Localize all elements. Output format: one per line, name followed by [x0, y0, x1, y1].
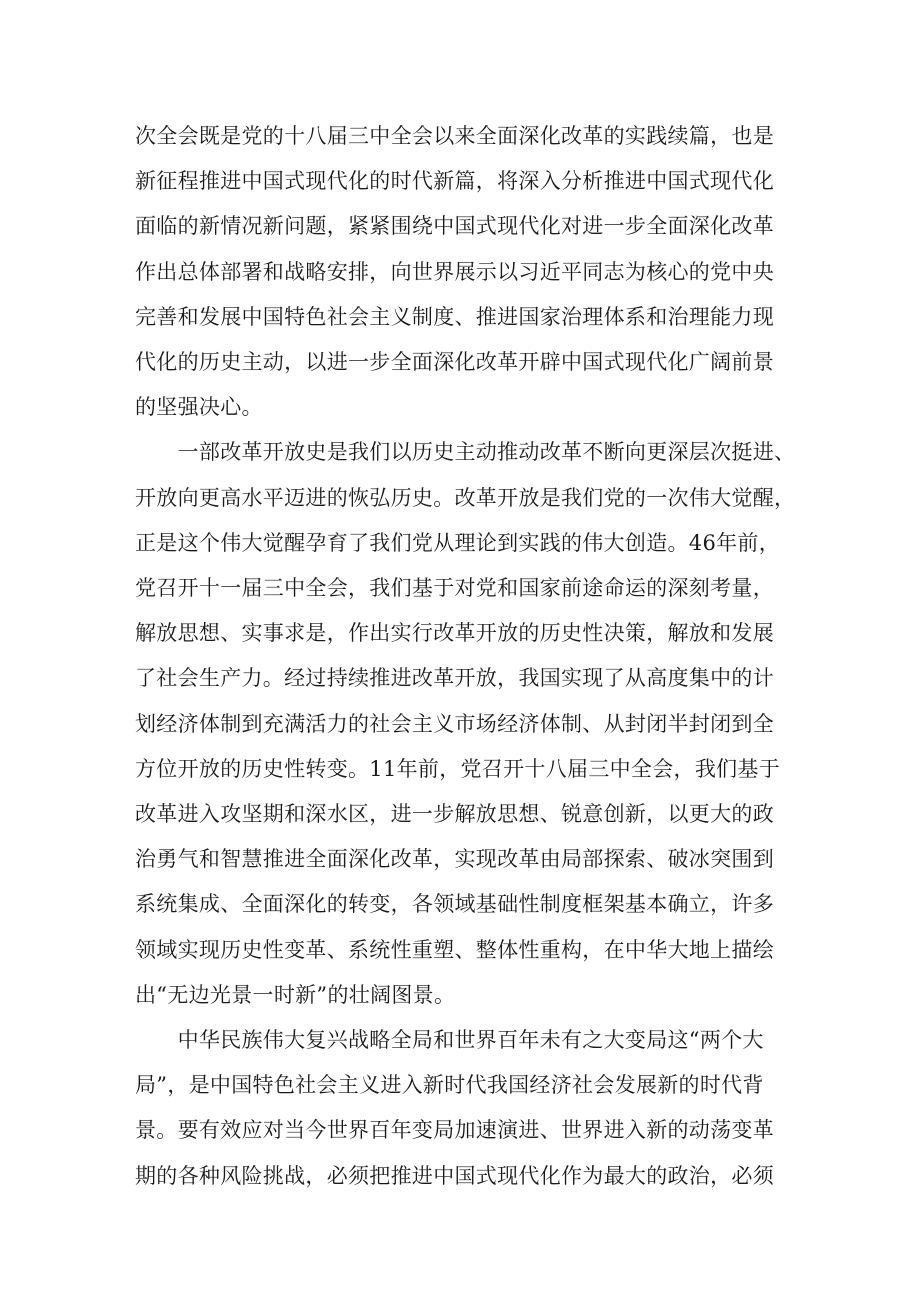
- text-line: 解放思想、实事求是，作出实行改革开放的历史性决策，解放和发展: [135, 621, 774, 646]
- text-line: 次全会既是党的十八届三中全会以来全面深化改革的实践续篇，也是: [135, 124, 774, 148]
- text-line: 代化的历史主动，以进一步全面深化改革开辟中国式现代化广阔前景: [135, 350, 774, 375]
- text-line: 新征程推进中国式现代化的时代新篇，将深入分析推进中国式现代化: [135, 169, 774, 194]
- text-line: 一部改革开放史是我们以历史主动推动改革不断向更深层次挺进、: [135, 440, 796, 465]
- text-line: 系统集成、全面深化的转变，各领域基础性制度框架基本确立，许多: [135, 892, 774, 917]
- text-line: 了社会生产力。经过持续推进改革开放，我国实现了从高度集中的计: [135, 666, 774, 691]
- text-line: 领域实现历史性变革、系统性重塑、整体性重构，在中华大地上描绘: [135, 937, 774, 962]
- text-line: 划经济体制到充满活力的社会主义市场经济体制、从封闭半封闭到全: [135, 711, 774, 736]
- text-line: 治勇气和智慧推进全面深化改革，实现改革由局部探索、破冰突围到: [135, 847, 774, 872]
- text-line: 的坚强决心。: [135, 395, 263, 420]
- text-line: 面临的新情况新问题，紧紧围绕中国式现代化对进一步全面深化改革: [135, 214, 774, 239]
- text-line: 开放向更高水平迈进的恢弘历史。改革开放是我们党的一次伟大觉醒，: [135, 485, 796, 510]
- document-body: [135, 114, 800, 1199]
- paragraph-1: [135, 114, 800, 430]
- text-line: 局”，是中国特色社会主义进入新时代我国经济社会发展新的时代背: [135, 1073, 764, 1098]
- text-line: 党召开十一届三中全会，我们基于对党和国家前途命运的深刻考量，: [135, 576, 774, 601]
- text-line: 改革进入攻坚期和深水区，进一步解放思想、锐意创新，以更大的政: [135, 802, 774, 827]
- text-line: 景。要有效应对当今世界百年变局加速演进、世界进入新的动荡变革: [135, 1118, 774, 1143]
- text-line: 作出总体部署和战略安排，向世界展示以习近平同志为核心的党中央: [135, 259, 774, 284]
- text-line: 完善和发展中国特色社会主义制度、推进国家治理体系和治理能力现: [135, 304, 774, 329]
- text-line: 出“无边光景一时新”的壮阔图景。: [135, 982, 456, 1007]
- text-line: 中华民族伟大复兴战略全局和世界百年未有之大变局这“两个大: [135, 1028, 764, 1053]
- paragraph-2: [135, 430, 800, 1018]
- paragraph-3: [135, 1018, 800, 1199]
- text-line: 方位开放的历史性转变。11年前，党召开十八届三中全会，我们基于: [135, 756, 781, 781]
- text-line: 期的各种风险挑战，必须把推进中国式现代化作为最大的政治，必须: [135, 1163, 774, 1188]
- text-line: 正是这个伟大觉醒孕育了我们党从理论到实践的伟大创造。46年前，: [135, 530, 781, 555]
